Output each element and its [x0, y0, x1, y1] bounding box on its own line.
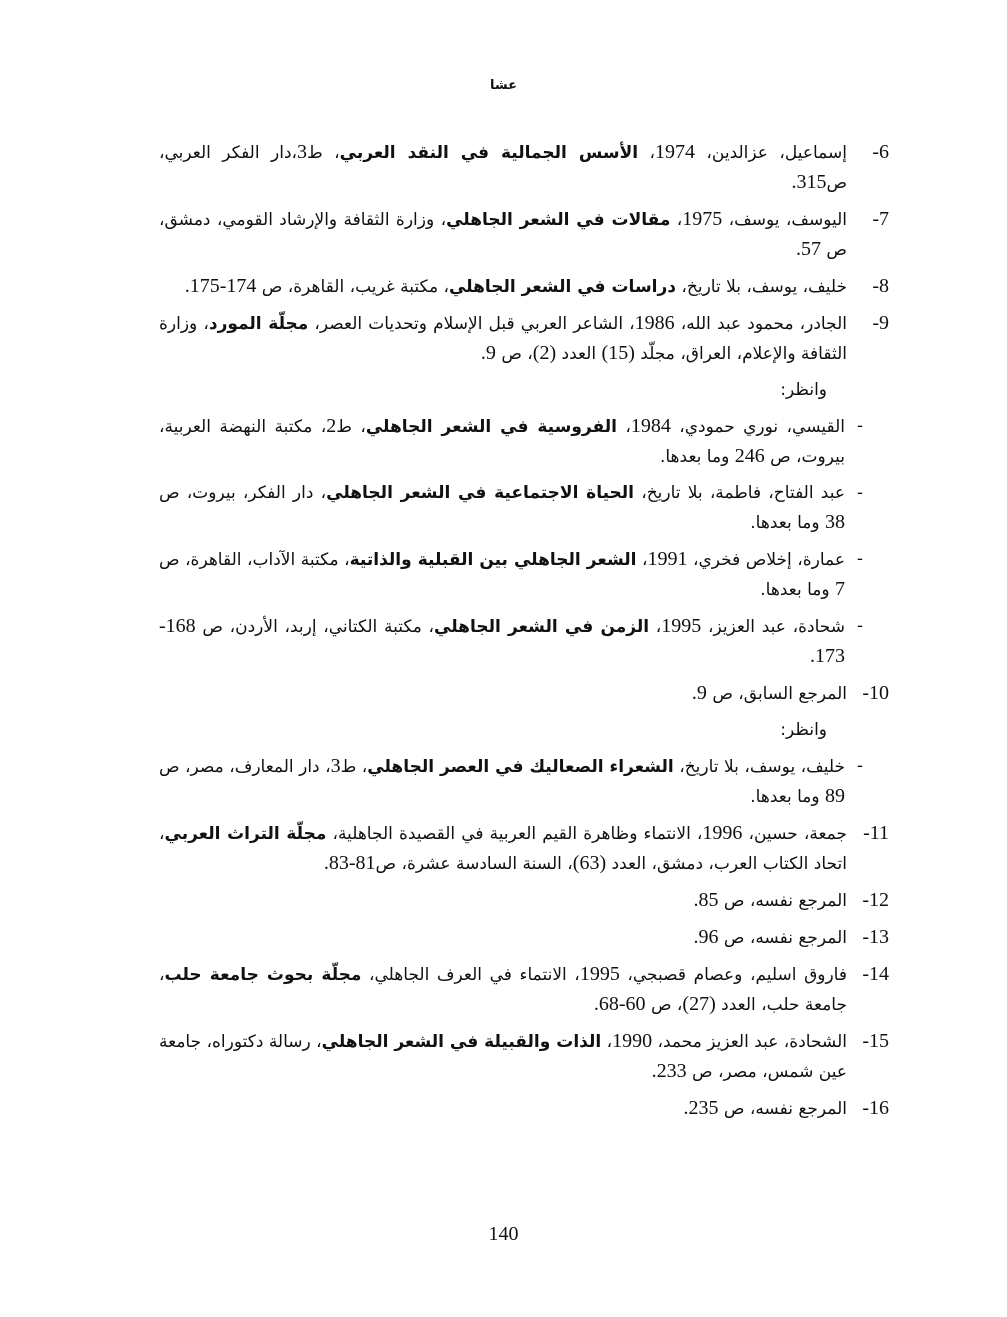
reference-text: ، الشاعر العربي قبل الإسلام وتحديات العصر، [308, 314, 635, 334]
reference-text: 235. [683, 1097, 719, 1119]
reference-text: ، السنة السادسة عشرة، ص [375, 854, 573, 874]
reference-title: الفروسية في الشعر الجاهلي [365, 417, 617, 437]
reference-text: عمارة، إخلاص فخري، [687, 550, 845, 570]
list-dash: - [856, 483, 863, 503]
endnotes-list [159, 138, 889, 1131]
endnote-number: 13- [862, 926, 889, 948]
reference-text: المرجع نفسه، ص [718, 891, 847, 911]
reference-text: ، ص [645, 995, 683, 1015]
reference-text: ، وزارة الثقافة والإرشاد القومي، دمشق، ص [159, 210, 847, 260]
reference-text: 174-175. [184, 275, 257, 297]
reference-text: 315. [791, 171, 827, 193]
endnote-entry [159, 1094, 889, 1124]
endnote-number: 10- [862, 682, 889, 704]
reference-text: العدد [556, 344, 602, 364]
endnote-number: 7- [872, 208, 889, 230]
see-also-entry [159, 752, 889, 812]
endnote-number: 12- [862, 889, 889, 911]
reference-text: اليوسف، يوسف، [722, 210, 848, 230]
reference-text: ،دار الفكر العربي، ص [159, 143, 847, 193]
reference-title: الأسس الجمالية في النقد العربي [339, 143, 639, 163]
reference-title: الحياة الاجتماعية في الشعر الجاهلي [326, 483, 634, 503]
endnote-entry [159, 886, 889, 916]
endnote-number: 14- [862, 963, 889, 985]
endnote-entry [159, 679, 889, 709]
endnote-entry [159, 923, 889, 953]
reference-text: 168-173. [159, 615, 845, 667]
reference-text: 1974 [654, 141, 695, 163]
reference-text: ، دار الفكر، بيروت، ص [159, 483, 327, 503]
reference-title: الشعر الجاهلي بين القبلية والذاتية [349, 550, 637, 570]
see-also-label: وانظر: [780, 380, 827, 400]
reference-text: 1996 [702, 822, 743, 844]
reference-text: ، [636, 550, 648, 570]
reference-text: 7 [835, 578, 845, 600]
endnote-entry [159, 309, 889, 369]
reference-text: القيسي، نوري حمودي، [670, 417, 845, 437]
reference-text: 1995 [661, 615, 702, 637]
endnote-entry [159, 272, 889, 302]
see-also-label: وانظر: [780, 720, 827, 740]
reference-text: 96. [693, 926, 719, 948]
reference-text: ، [638, 143, 655, 163]
reference-text: ، اتحاد الكتاب العرب، دمشق، العدد [159, 824, 847, 874]
reference-title: الذات والقبيلة في الشعر الجاهلي [321, 1032, 602, 1052]
reference-text: ، دار المعارف، مصر، ص [159, 757, 331, 777]
reference-text: ، الانتماء في العرف الجاهلي، [361, 965, 580, 985]
reference-text: 3 [297, 141, 307, 163]
reference-text: (2) [532, 342, 557, 364]
reference-title: مجلّة المورد [208, 314, 309, 334]
reference-text: 60-68. [593, 993, 646, 1015]
endnote-entry [159, 819, 889, 879]
reference-text: 38 [825, 511, 845, 533]
reference-title: مجلّة التراث العربي [164, 824, 327, 844]
reference-text: 9. [691, 682, 707, 704]
endnote-number: 15- [862, 1030, 889, 1052]
reference-text: وما بعدها. [760, 580, 835, 600]
reference-text: وما بعدها. [750, 787, 825, 807]
reference-text: 246 [734, 445, 765, 467]
reference-text: 2 [326, 415, 337, 437]
reference-text: 1984 [630, 415, 671, 437]
reference-text: ، وزارة الثقافة والإعلام، العراق، مجلّد [159, 314, 847, 364]
reference-text: ، رسالة دكتوراه، جامعة عين شمس، مصر، ص [159, 1032, 847, 1082]
reference-text: ، [649, 617, 662, 637]
reference-text: ، [601, 1032, 613, 1052]
reference-text: المرجع السابق، ص [706, 684, 847, 704]
reference-text: خليف، يوسف، بلا تاريخ، [673, 757, 845, 777]
see-also-entry [159, 612, 889, 672]
endnote-entry [159, 960, 889, 1020]
list-dash: - [856, 416, 863, 436]
reference-text: 1995 [579, 963, 620, 985]
reference-text: الشحادة، عبد العزيز محمد، [652, 1032, 847, 1052]
reference-text: ، ط [336, 417, 366, 437]
list-dash: - [856, 616, 863, 636]
reference-text: جمعة، حسين، [742, 824, 847, 844]
reference-title: مقالات في الشعر الجاهلي [446, 210, 671, 230]
see-also-entry [159, 479, 889, 538]
reference-text: ، مكتبة غريب، القاهرة، ص [256, 277, 449, 297]
endnote-number: 11- [863, 822, 889, 844]
see-also-entry [159, 545, 889, 605]
reference-text: 1975 [682, 208, 723, 230]
reference-text: ، مكتبة الآداب، القاهرة، ص [159, 550, 350, 570]
reference-text: ، مكتبة الكتاني، إربد، الأردن، ص [195, 617, 435, 637]
reference-text: (27) [682, 993, 716, 1015]
endnote-entry [159, 1027, 889, 1087]
reference-text: فاروق اسليم، وعصام قصبجي، [619, 965, 847, 985]
reference-title: الزمن في الشعر الجاهلي [434, 617, 650, 637]
reference-text: 89 [825, 785, 845, 807]
reference-text: ، [616, 417, 631, 437]
reference-title: مجلّة بحوث جامعة حلب [164, 965, 362, 985]
reference-text: (63) [572, 852, 607, 874]
reference-text: 85. [693, 889, 719, 911]
reference-text: ، جامعة حلب، العدد [159, 965, 847, 1015]
reference-text: وما بعدها. [659, 447, 735, 467]
reference-text: 81-83. [323, 852, 376, 874]
endnote-number: 9- [872, 312, 889, 334]
reference-text: خليف، يوسف، بلا تاريخ، [676, 277, 847, 297]
reference-text: وما بعدها. [750, 513, 825, 533]
reference-text: 1991 [647, 548, 688, 570]
reference-text: عبد الفتاح، فاطمة، بلا تاريخ، [633, 483, 845, 503]
reference-title: دراسات في الشعر الجاهلي [448, 277, 676, 297]
reference-text: ، ط [340, 757, 368, 777]
list-dash: - [856, 549, 863, 569]
reference-text: ، ص [495, 344, 533, 364]
reference-text: ، ط [307, 143, 340, 163]
reference-text: الجادر، محمود عبد الله، [674, 314, 847, 334]
reference-text: ، [670, 210, 683, 230]
endnote-number: 6- [872, 141, 889, 163]
list-dash: - [856, 756, 863, 776]
reference-text: (15) [601, 342, 635, 364]
reference-text: 233. [651, 1060, 687, 1082]
reference-text: المرجع نفسه، ص [718, 1099, 847, 1119]
reference-text: ، مكتبة النهضة العربية، بيروت، ص [159, 417, 845, 467]
reference-text: شحادة، عبد العزيز، [701, 617, 845, 637]
endnote-entry [159, 138, 889, 198]
reference-text: إسماعيل، عزالدين، [694, 143, 847, 163]
reference-text: ، الانتماء وظاهرة القيم العربية في القصيدة الجاهلية، [326, 824, 703, 844]
reference-title: الشعراء الصعاليك في العصر الجاهلي [367, 757, 674, 777]
endnote-number: 8- [872, 275, 889, 297]
reference-text: 1990 [612, 1030, 653, 1052]
reference-text: المرجع نفسه، ص [718, 928, 847, 948]
endnote-entry [159, 205, 889, 265]
see-also-entry [159, 412, 889, 472]
running-header: عشا [490, 78, 517, 93]
reference-text: 1986 [634, 312, 675, 334]
page-number: 140 [488, 1223, 519, 1245]
reference-text: 57. [796, 238, 822, 260]
reference-text: 9. [480, 342, 496, 364]
reference-text: 3 [330, 755, 341, 777]
endnote-number: 16- [862, 1097, 889, 1119]
